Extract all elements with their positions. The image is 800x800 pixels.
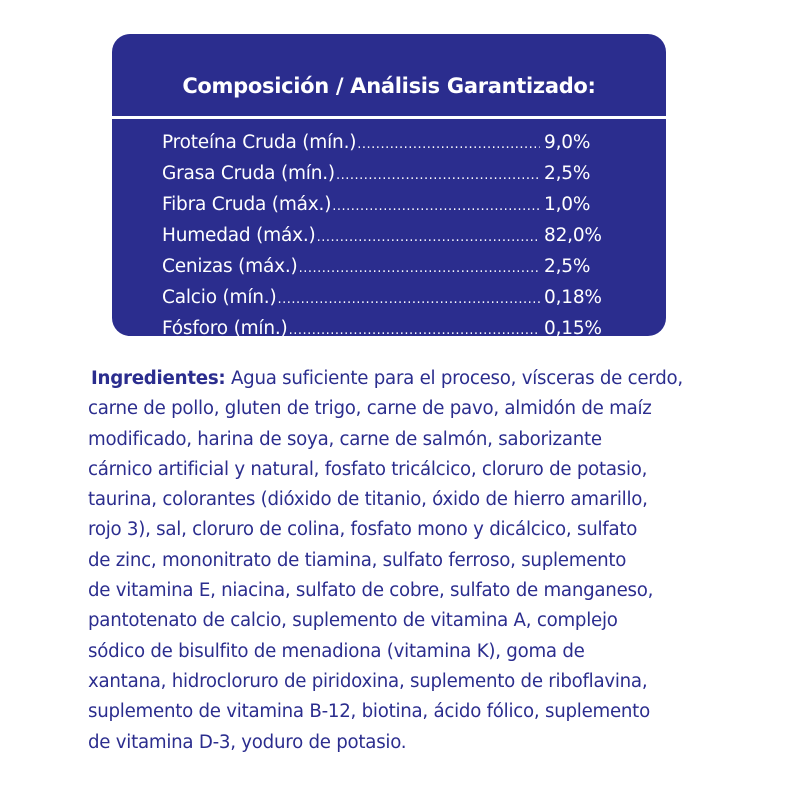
dot-leader <box>332 191 540 222</box>
ingredients-line: sódico de bisulfito de menadiona (vitamina K), goma de <box>88 640 585 662</box>
analysis-row <box>162 251 602 282</box>
analysis-row <box>162 189 602 220</box>
ingredients-line: rojo 3), sal, cloruro de colina, fosfato mono y dicálcico, sulfato <box>88 519 638 541</box>
analysis-label: Fibra Cruda (máx.) <box>162 194 332 215</box>
title-divider <box>112 116 666 119</box>
ingredients-line: carne de pollo, gluten de trigo, carne de pavo, almidón de maíz <box>88 398 652 420</box>
analysis-value: 82,0% <box>544 225 602 246</box>
dot-leader <box>336 160 540 191</box>
ingredients-line: de vitamina E, niacina, sulfato de cobre, sulfato de manganeso, <box>88 580 654 602</box>
analysis-row <box>162 127 602 158</box>
analysis-value: 1,0% <box>544 194 591 215</box>
analysis-label: Grasa Cruda (mín.) <box>162 163 335 184</box>
analysis-label: Proteína Cruda (mín.) <box>162 132 357 153</box>
panel-title: Composición / Análisis Garantizado: <box>182 74 596 98</box>
dot-leader <box>357 129 540 160</box>
analysis-row <box>162 220 602 251</box>
analysis-row <box>162 158 602 189</box>
ingredients-line: de vitamina D-3, yoduro de potasio. <box>88 731 407 753</box>
analysis-label: Calcio (mín.) <box>162 287 277 308</box>
ingredients-line <box>88 364 728 394</box>
analysis-row <box>162 282 602 313</box>
ingredients-line: de zinc, mononitrato de tiamina, sulfato ferroso, suplemento <box>88 549 627 571</box>
ingredients-line: suplemento de vitamina B-12, biotina, ácido fólico, suplemento <box>88 701 650 723</box>
ingredients-text: Agua suficiente para el proceso, vísceras de cerdo, <box>225 368 683 389</box>
ingredients-line: cárnico artificial y natural, fosfato tricálcico, cloruro de potasio, <box>88 458 648 480</box>
analysis-value: 2,5% <box>544 163 591 184</box>
analysis-label: Fósforo (mín.) <box>162 318 288 339</box>
analysis-value: 0,18% <box>544 287 602 308</box>
dot-leader <box>289 315 540 346</box>
analysis-value: 2,5% <box>544 256 591 277</box>
analysis-value: 9,0% <box>544 132 591 153</box>
analysis-rows <box>162 127 602 344</box>
dot-leader <box>299 253 540 284</box>
guaranteed-analysis-panel <box>112 34 666 339</box>
analysis-row <box>162 313 602 344</box>
dot-leader <box>278 284 540 315</box>
ingredients-label: Ingredientes: <box>91 368 226 389</box>
ingredients-line: pantotenato de calcio, suplemento de vitamina A, complejo <box>88 610 618 632</box>
analysis-label: Humedad (máx.) <box>162 225 316 246</box>
ingredients-line: xantana, hidrocloruro de piridoxina, suplemento de riboflavina, <box>88 670 648 692</box>
ingredients-paragraph <box>88 364 728 758</box>
analysis-label: Cenizas (máx.) <box>162 256 298 277</box>
ingredients-line: modificado, harina de soya, carne de salmón, saborizante <box>88 428 602 450</box>
analysis-value: 0,15% <box>544 318 602 339</box>
dot-leader <box>317 222 540 253</box>
ingredients-line: taurina, colorantes (dióxido de titanio, óxido de hierro amarillo, <box>88 489 648 511</box>
